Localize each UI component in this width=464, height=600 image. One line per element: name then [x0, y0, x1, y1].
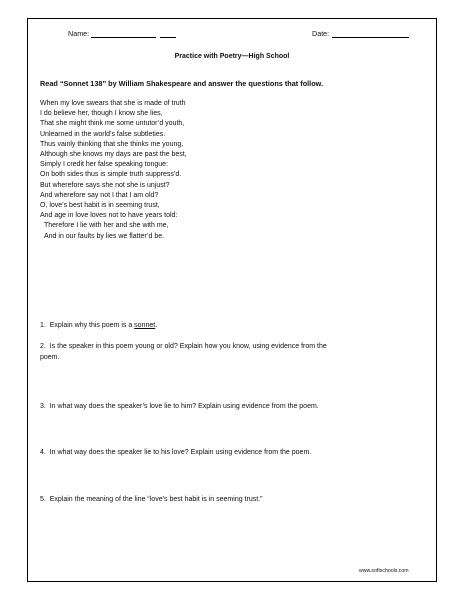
poem-line: O, love’s best habit is in seeming trust, — [40, 202, 160, 210]
question-number: 4. — [40, 449, 46, 456]
poem-line: But wherefore says she not she is unjust? — [40, 181, 170, 189]
question-term: sonnet — [134, 322, 156, 329]
poem-line: And age in love loves not to have years told: — [40, 212, 178, 220]
name-field[interactable] — [91, 29, 156, 38]
date-field[interactable] — [332, 29, 409, 38]
name-field-extension[interactable] — [160, 29, 176, 38]
question-punctuation: . — [155, 322, 158, 329]
question-number: 5. — [40, 496, 46, 503]
poem-line: Although she knows my days are past the best, — [40, 151, 187, 159]
poem-line: Thus vainly thinking that she thinks me young, — [40, 140, 184, 148]
question-text: Is the speaker in this poem young or old? Explain how you know, using evidence from the — [49, 343, 327, 350]
question-4 — [40, 447, 425, 458]
question-3 — [40, 401, 425, 412]
poem-line: On both sides thus is simple truth suppress’d. — [40, 171, 182, 179]
question-number: 1. — [40, 322, 46, 329]
worksheet-title: Practice with Poetry—High School — [174, 53, 290, 60]
footer-website: www.softschools.com — [359, 568, 409, 574]
question-text: Explain why this poem is a — [49, 322, 135, 329]
poem-line: That she might think me some untutor’d youth, — [40, 120, 185, 128]
question-5 — [40, 494, 425, 505]
question-number: 3. — [40, 403, 46, 410]
question-text: In what way does the speaker lie to his love? Explain using evidence from the poem. — [49, 449, 312, 456]
poem-line: When my love swears that she is made of truth — [40, 100, 186, 107]
poem-line-couplet: And in our faults by lies we flatter’d be. — [44, 232, 165, 240]
poem-line: And wherefore say not I that I am old? — [40, 191, 159, 199]
question-text-continued: poem. — [40, 354, 60, 361]
poem-sonnet-138 — [40, 99, 187, 242]
name-label: Name: — [68, 29, 90, 38]
question-2 — [40, 341, 425, 363]
poem-line: Unlearned in the world’s false subtleties. — [40, 130, 166, 138]
poem-line-couplet: Therefore I lie with her and she with me, — [44, 222, 169, 230]
question-1 — [40, 320, 425, 331]
instructions: Read “Sonnet 138” by William Shakespeare and answer the questions that follow. — [40, 79, 324, 88]
poem-line: Simply I credit her false speaking tongue: — [40, 161, 169, 169]
date-label: Date: — [312, 29, 330, 38]
question-text: In what way does the speaker’s love lie to him? Explain using evidence from the poem. — [49, 403, 319, 410]
question-text: Explain the meaning of the line “love’s best habit is in seeming trust.” — [49, 496, 263, 503]
question-number: 2. — [40, 343, 46, 350]
worksheet-header — [0, 29, 464, 41]
poem-line: I do believe her, though I know she lies, — [40, 110, 163, 118]
